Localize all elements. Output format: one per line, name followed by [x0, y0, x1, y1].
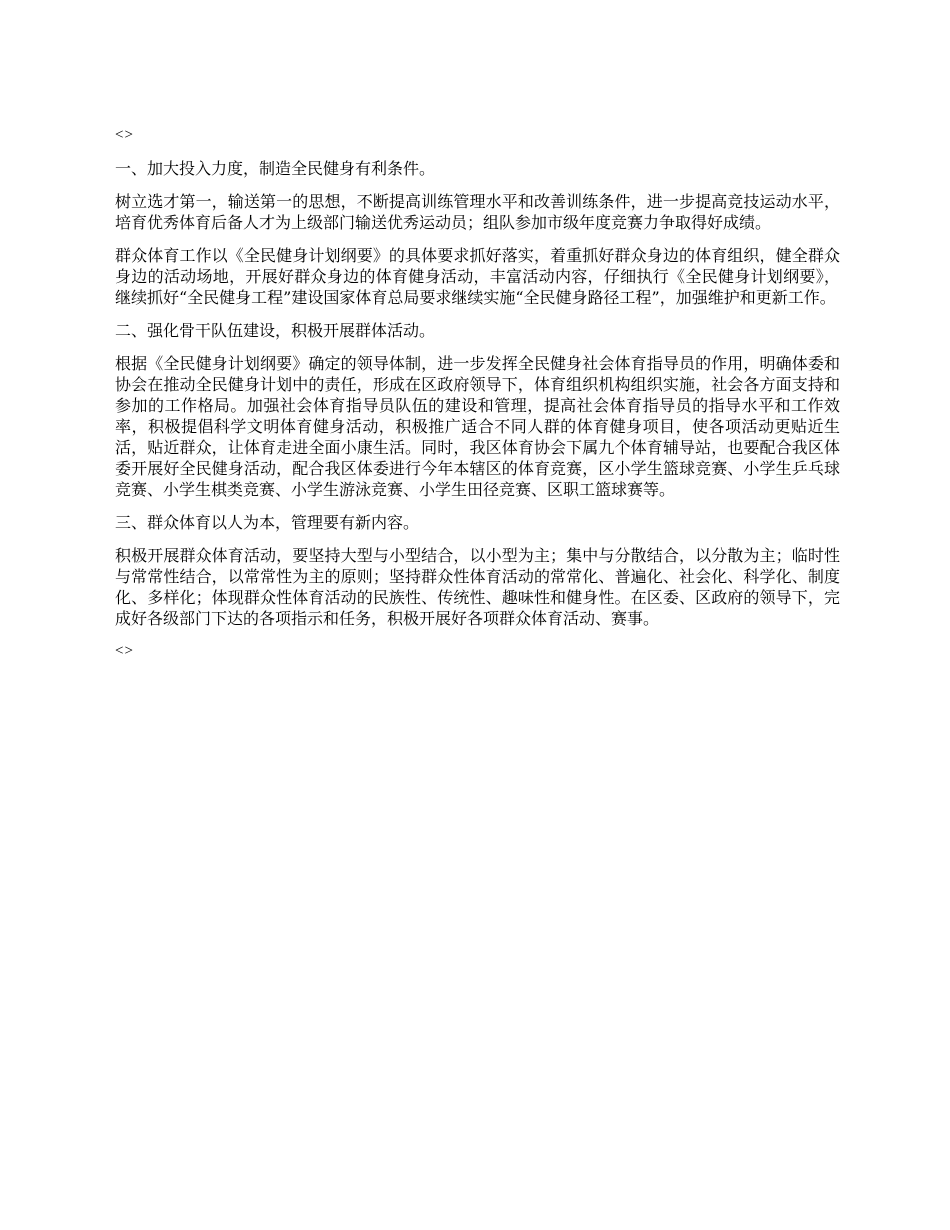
section-3	[115, 512, 840, 629]
section-1	[115, 158, 840, 308]
section-heading: 三、群众体育以人为本，管理要有新内容。	[115, 513, 420, 532]
section-paragraph: 树立选才第一，输送第一的思想，不断提高训练管理水平和改善训练条件，进一步提高竞技运动水平，培育优秀体育后备人才为上级部门输送优秀运动员；组队参加市级年度竞赛力争取得好成绩。	[115, 192, 840, 232]
section-paragraph: 积极开展群众体育活动，要坚持大型与小型结合，以小型为主；集中与分散结合，以分散为主；临时性与常常性结合，以常常性为主的原则；坚持群众性体育活动的常常化、普遍化、社会化、科学化、制度化、多样化；体现群众性体育活动的民族性、传统性、趣味性和健身性。在区委、区政府的领导下，完成好各级部门下达的各项指示和任务，积极开展好各项群众体育活动、赛事。	[115, 546, 840, 628]
start-marker: <>	[115, 127, 134, 143]
section-2	[115, 320, 840, 500]
section-heading: 二、强化骨干队伍建设，积极开展群体活动。	[115, 321, 436, 340]
document-page	[115, 125, 840, 662]
section-heading: 一、加大投入力度，制造全民健身有利条件。	[115, 159, 436, 178]
section-paragraph: 群众体育工作以《全民健身计划纲要》的具体要求抓好落实，着重抓好群众身边的体育组织，健全群众身边的活动场地，开展好群众身边的体育健身活动，丰富活动内容，仔细执行《全民健身计划纲要》，继续抓好“全民健身工程”建设国家体育总局要求继续实施“全民健身路径工程”，加强维护和更新工作。	[115, 246, 840, 307]
end-marker: <>	[115, 643, 134, 659]
section-paragraph: 根据《全民健身计划纲要》确定的领导体制，进一步发挥全民健身社会体育指导员的作用，明确体委和协会在推动全民健身计划中的责任，形成在区政府领导下，体育组织机构组织实施，社会各方面支持和参加的工作格局。加强社会体育指导员队伍的建设和管理，提高社会体育指导员的指导水平和工作效率，积极提倡科学文明体育健身活动，积极推广适合不同人群的体育健身项目，使各项活动更贴近生活，贴近群众，让体育走进全面小康生活。同时，我区体育协会下属九个体育辅导站，也要配合我区体委开展好全民健身活动，配合我区体委进行今年本辖区的体育竞赛，区小学生篮球竞赛、小学生乒乓球竞赛、小学生棋类竞赛、小学生游泳竞赛、小学生田径竞赛、区职工篮球赛等。	[115, 354, 840, 499]
